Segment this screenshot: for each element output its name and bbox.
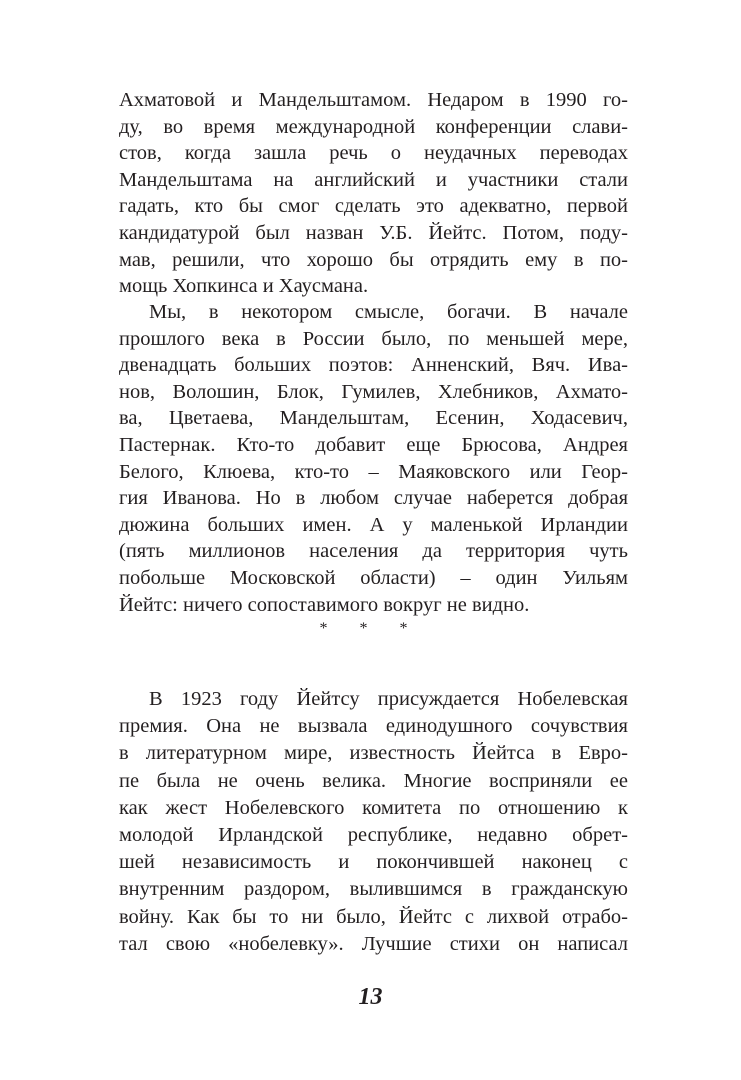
text-line: премия. Она не вызвала единодушного сочувствия (119, 715, 628, 738)
text-line: в литературном мире, известность Йейтса в Евро- (119, 742, 628, 765)
text-line: гадать, кто бы смог сделать это адекватно, первой (119, 195, 628, 218)
text-line: побольше Московской области) – один Уильям (119, 566, 628, 589)
text-line: пе была не очень велика. Многие восприняли ее (119, 769, 628, 792)
text-line: внутренним раздором, вылившимся в гражданскую (119, 878, 628, 901)
text-line: дюжина больших имен. А у маленькой Ирландии (119, 513, 628, 536)
text-line: Мандельштама на английский и участники стали (119, 168, 628, 191)
text-line: Ахматовой и Мандельштамом. Недаром в 1990 го- (119, 89, 628, 111)
text-line: нов, Волошин, Блок, Гумилев, Хлебников, Ахмато- (119, 380, 628, 403)
page-number: 13 (358, 984, 383, 1010)
paragraph-2 (119, 299, 628, 618)
text-line: тал свою «нобелевку». Лучшие стихи он написал (119, 932, 628, 955)
text-line: шей независимость и покончившей наконец с (119, 851, 628, 874)
text-line: ду, во время международной конференции слави- (119, 115, 628, 138)
text-line: Мы, в некотором смысле, богачи. В начале (149, 301, 628, 323)
text-line: Пастернак. Кто-то добавит еще Брюсова, Андрея (119, 433, 628, 456)
section-separator: * * * (319, 620, 422, 637)
text-line: гия Иванова. Но в любом случае наберется добрая (119, 487, 628, 510)
text-line: как жест Нобелевского комитета по отношению к (119, 796, 628, 819)
text-line: молодой Ирландской республике, недавно обрет- (119, 823, 628, 846)
text-line: стов, когда зашла речь о неудачных переводах (119, 142, 628, 165)
text-line: мав, решили, что хорошо бы отрядить ему в по- (119, 248, 628, 271)
text-line: В 1923 году Йейтсу присуждается Нобелевская (149, 688, 628, 710)
text-line: ва, Цветаева, Мандельштам, Есенин, Ходасевич, (119, 407, 628, 430)
text-line: двенадцать больших поэтов: Анненский, Вяч. Ива- (119, 354, 628, 377)
text-line: Йейтс: ничего сопоставимого вокруг не видно. (119, 593, 530, 616)
text-line: (пять миллионов населения да территория чуть (119, 540, 628, 563)
text-line: прошлого века в России было, по меньшей мере, (119, 327, 628, 350)
paragraph-1 (119, 87, 628, 300)
text-line: Белого, Клюева, кто-то – Маяковского или Геор- (119, 460, 628, 483)
text-line: мощь Хопкинса и Хаусмана. (119, 275, 369, 298)
text-line: кандидатурой был назван У.Б. Йейтс. Потом, поду- (119, 221, 628, 244)
text-line: войну. Как бы то ни было, Йейтс с лихвой отрабо- (119, 905, 628, 928)
paragraph-3 (119, 686, 628, 958)
